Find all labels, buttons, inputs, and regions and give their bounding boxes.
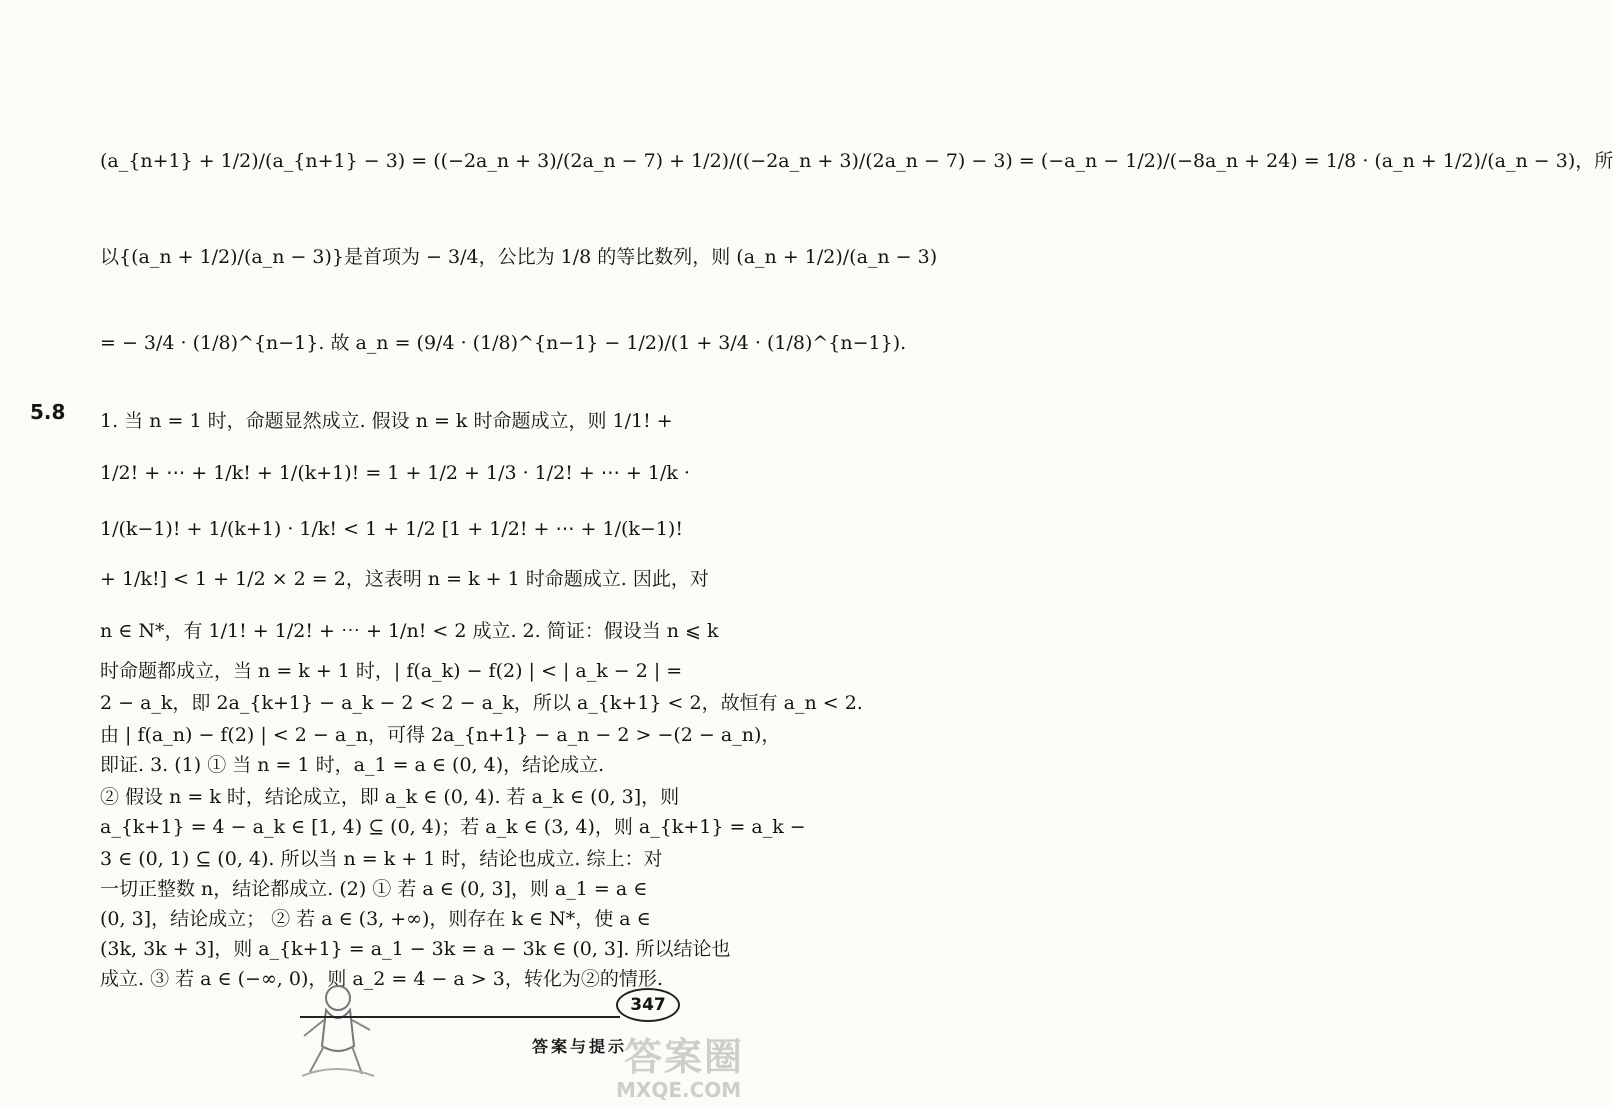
footer-title: 答案与提示 <box>532 1037 628 1056</box>
watermark-text: 答案圈 <box>624 1035 745 1079</box>
watermark-url: MXQE.COM <box>616 1078 742 1102</box>
footer-rule <box>300 1016 620 1018</box>
text-line: 一切正整数 n，结论都成立. (2) ① 若 a ∈ (0, 3]，则 a_1 = a ∈ <box>100 878 648 900</box>
formula-line-3: = − 3/4 · (1/8)^{n−1}. 故 a_n = (9/4 · (1/8)^{n−1} − 1/2)/(1 + 3/4 · (1/8)^{n−1}). <box>100 332 907 354</box>
page-number: 347 <box>616 988 680 1022</box>
text-line: + 1/k!] < 1 + 1/2 × 2 = 2，这表明 n = k + 1 时命题成立. 因此，对 <box>100 568 709 590</box>
text-line: 1/(k−1)! + 1/(k+1) · 1/k! < 1 + 1/2 [1 + 1/2! + ⋯ + 1/(k−1)! <box>100 518 683 540</box>
formula-line-1: (a_{n+1} + 1/2)/(a_{n+1} − 3) = ((−2a_n + 3)/(2a_n − 7) + 1/2)/((−2a_n + 3)/(2a_n − 7) − 3) = (−a_n − 1/2)/(−8a_n + 24) = 1/8 · (a_n + 1/2)/(a_n − 3)，所 <box>100 150 1613 172</box>
text-line: 1/2! + ⋯ + 1/k! + 1/(k+1)! = 1 + 1/2 + 1/3 · 1/2! + ⋯ + 1/k · <box>100 462 690 484</box>
text-line: n ∈ N*，有 1/1! + 1/2! + ⋯ + 1/n! < 2 成立. 2. 简证：假设当 n ⩽ k <box>100 620 719 642</box>
text-line: (0, 3]，结论成立； ② 若 a ∈ (3, +∞)，则存在 k ∈ N*，使 a ∈ <box>100 908 651 930</box>
section-number: 5.8 <box>30 400 66 424</box>
text-line: 即证. 3. (1) ① 当 n = 1 时，a_1 = a ∈ (0, 4)，结论成立. <box>100 754 605 776</box>
text-line: 2 − a_k，即 2a_{k+1} − a_k − 2 < 2 − a_k，所以 a_{k+1} < 2，故恒有 a_n < 2. <box>100 692 863 714</box>
text-line: 时命题都成立，当 n = k + 1 时，| f(a_k) − f(2) | < | a_k − 2 | = <box>100 660 683 682</box>
text-line: a_{k+1} = 4 − a_k ∈ [1, 4) ⊆ (0, 4)；若 a_k ∈ (3, 4)，则 a_{k+1} = a_k − <box>100 816 806 838</box>
text-line: ② 假设 n = k 时，结论成立，即 a_k ∈ (0, 4). 若 a_k ∈ (0, 3]，则 <box>100 786 680 808</box>
watermark-logo <box>610 1020 750 1106</box>
cartoon-figure-icon <box>296 976 376 1086</box>
text-line: 3 ∈ (0, 1) ⊆ (0, 4). 所以当 n = k + 1 时，结论也成立. 综上：对 <box>100 848 663 870</box>
formula-line-2: 以{(a_n + 1/2)/(a_n − 3)}是首项为 − 3/4，公比为 1/8 的等比数列，则 (a_n + 1/2)/(a_n − 3) <box>100 246 938 268</box>
text-line: 由 | f(a_n) − f(2) | < 2 − a_n，可得 2a_{n+1} − a_n − 2 > −(2 − a_n)， <box>100 724 781 746</box>
text-line: (3k, 3k + 3]，则 a_{k+1} = a_1 − 3k = a − 3k ∈ (0, 3]. 所以结论也 <box>100 938 731 960</box>
text-line: 1. 当 n = 1 时，命题显然成立. 假设 n = k 时命题成立，则 1/1! + <box>100 410 673 432</box>
text-line: 成立. ③ 若 a ∈ (−∞, 0)，则 a_2 = 4 − a > 3，转化为②的情形. <box>100 968 663 990</box>
